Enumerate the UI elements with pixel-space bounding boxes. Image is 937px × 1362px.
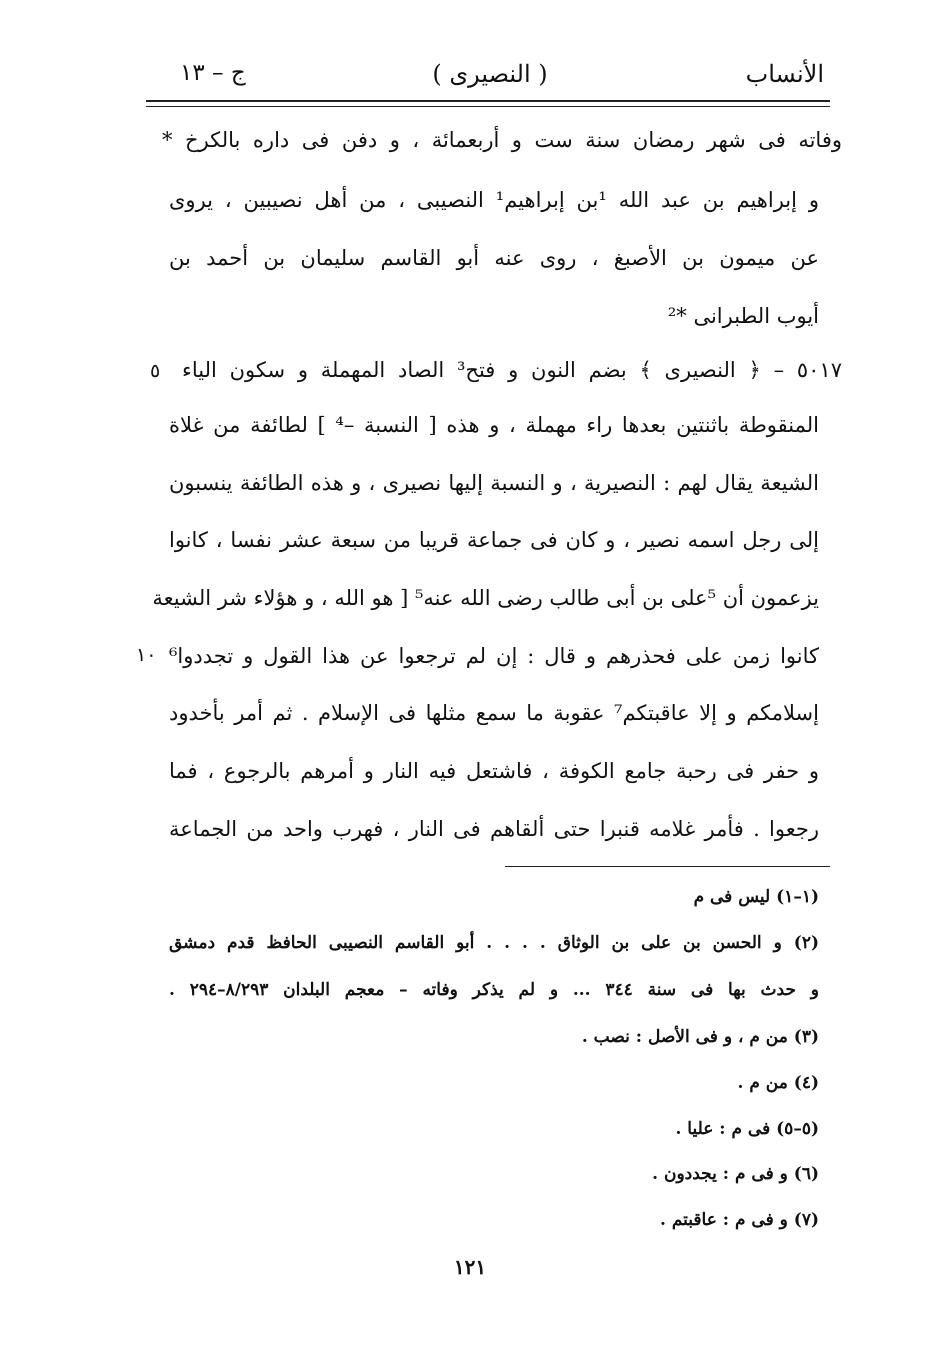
body-line: رجعوا . فأمر غلامه قنبرا حتى ألقاهم فى النار ، فهرب واحد من الجماعة: [169, 817, 819, 841]
footnote: و حدث بها فى سنة ٣٤٤ ... و لم يذكر وفاته – معجم البلدان ٨/٢٩٣–٢٩٤ .: [169, 980, 819, 1000]
line-number-5: ٥: [150, 360, 161, 382]
footnote: (٦) و فى م : يجددون .: [652, 1164, 819, 1184]
running-header: [140, 58, 830, 94]
body-line: كانوا زمن على فحذرهم و قال : إن لم ترجعوا عن هذا القول و تجددوا⁶: [169, 644, 819, 668]
body-line: المنقوطة باثنتين بعدها راء مهملة ، و هذه [ النسبة –⁴ ] لطائفة من غلاة: [169, 413, 819, 437]
body-line: أيوب الطبرانى *²: [667, 304, 819, 328]
header-rule: [146, 100, 830, 102]
body-line: الشيعة يقال لهم : النصيرية ، و النسبة إليها نصيرى ، و هذه الطائفة ينسبون: [169, 471, 819, 495]
body-line: و إبراهيم بن عبد الله ¹بن إبراهيم¹ النصيبى ، من أهل نصيبين ، يروى: [169, 188, 819, 212]
page-number: ١٢١: [453, 1255, 487, 1279]
volume-label: ج – ١٣: [180, 60, 246, 86]
footnote: (٤) من م .: [737, 1073, 819, 1093]
body-line: ٥٠١٧ – ﴿ النصيرى ﴾ بضم النون و فتح³ الصاد المهملة و سكون الياء: [182, 358, 842, 382]
footnote: (٣) من م ، و فى الأصل : نصب .: [581, 1027, 819, 1047]
footnote: (١–١) ليس فى م: [693, 887, 819, 907]
footnote-rule: [505, 866, 830, 867]
body-line: يزعمون أن ⁵على بن أبى طالب رضى الله عنه⁵ [ هو الله ، و هؤلاء شر الشيعة: [152, 586, 819, 610]
body-line: إسلامكم و إلا عاقبتكم⁷ عقوبة ما سمع مثلها فى الإسلام . ثم أمر بأخدود: [169, 701, 819, 725]
entry-title: ( النصيرى ): [432, 60, 548, 88]
footnote: (٥–٥) فى م : عليا .: [675, 1119, 819, 1139]
book-title: الأنساب: [745, 60, 824, 88]
header-rule-thin: [146, 106, 830, 107]
footnote: (٢) و الحسن بن على بن الوثاق . . . . أبو القاسم النصيبى الحافظ قدم دمشق: [169, 933, 819, 953]
body-line: عن ميمون بن الأصبغ ، روى عنه أبو القاسم سليمان بن أحمد بن: [169, 246, 819, 270]
body-line: وفاته فى شهر رمضان سنة ست و أربعمائة ، و دفن فى داره بالكرخ *: [162, 128, 842, 152]
footnote: (٧) و فى م : عاقبتم .: [660, 1210, 819, 1230]
body-line: إلى رجل اسمه نصير ، و كان فى جماعة قريبا من سبعة عشر نفسا ، كانوا: [169, 528, 819, 552]
body-line: و حفر فى رحبة جامع الكوفة ، فاشتعل فيه النار و أمرهم بالرجوع ، فما: [169, 759, 819, 783]
line-number-10: ١٠: [136, 644, 157, 666]
